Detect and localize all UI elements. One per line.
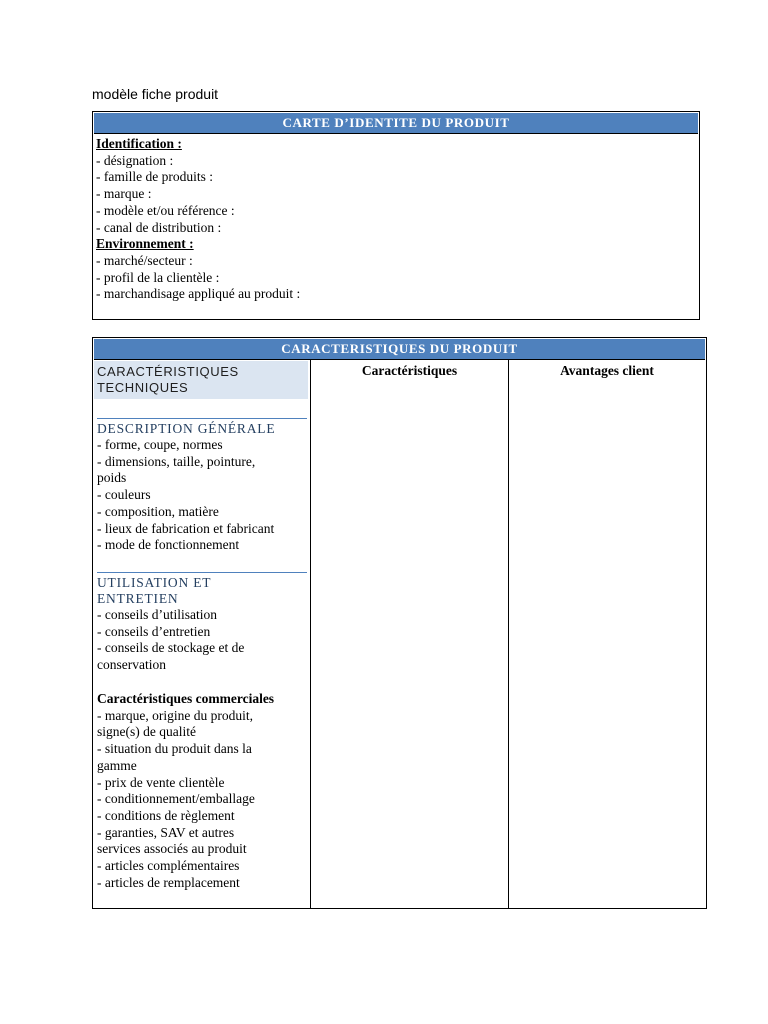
general-description-title: DESCRIPTION GÉNÉRALE (97, 421, 276, 436)
identity-card-header: CARTE D’IDENTITE DU PRODUIT (94, 113, 698, 134)
identification-heading: Identification : (96, 136, 182, 151)
technical-characteristics-title: CARACTÉRISTIQUES TECHNIQUES (97, 364, 239, 395)
list-item: - conseils de stockage et de (97, 640, 245, 656)
identification-model-reference: - modèle et/ou référence : (96, 202, 235, 218)
list-item: - composition, matière (97, 503, 219, 519)
column-divider (310, 360, 311, 908)
commercial-section (97, 691, 309, 891)
list-item: - couleurs (97, 487, 151, 503)
column-divider (508, 360, 509, 908)
list-item: poids (97, 470, 127, 486)
list-item: gamme (97, 757, 137, 773)
usage-maintenance-rule (97, 572, 307, 573)
identification-distribution-channel: - canal de distribution : (96, 219, 222, 235)
usage-maintenance-title: ENTRETIEN (97, 591, 179, 606)
identification-brand: - marque : (96, 186, 152, 202)
environment-customer-profile: - profil de la clientèle : (96, 269, 220, 285)
list-item: - articles de remplacement (97, 874, 240, 890)
environment-market-sector: - marché/secteur : (96, 252, 193, 268)
list-item: - conseils d’utilisation (97, 607, 217, 622)
list-item: - conditionnement/emballage (97, 791, 255, 807)
list-item: services associés au produit (97, 841, 247, 857)
list-item: - mode de fonctionnement (97, 537, 240, 553)
general-description-section (97, 421, 309, 554)
list-item: - prix de vente clientèle (97, 774, 225, 790)
document-title: modèle fiche produit (92, 86, 219, 102)
usage-maintenance-section (97, 575, 309, 674)
characteristics-table (92, 337, 707, 909)
list-item: - marque, origine du produit, (97, 707, 253, 723)
list-item: signe(s) de qualité (97, 724, 196, 740)
general-description-rule (97, 418, 307, 419)
usage-maintenance-title: UTILISATION ET (97, 575, 212, 590)
column-header-characteristics: Caractéristiques (361, 363, 458, 378)
commercial-title: Caractéristiques commerciales (97, 691, 275, 706)
list-item: - situation du produit dans la (97, 741, 252, 757)
environment-heading: Environnement : (96, 236, 194, 252)
column-header-client-benefits: Avantages client (560, 363, 654, 378)
list-item: - articles complémentaires (97, 858, 240, 874)
list-item: - garanties, SAV et autres (97, 824, 235, 840)
characteristics-header: CARACTERISTIQUES DU PRODUIT (94, 339, 705, 360)
list-item: - dimensions, taille, pointure, (97, 453, 256, 469)
list-item: - lieux de fabrication et fabricant (97, 520, 275, 536)
identity-card-table (92, 111, 700, 320)
identification-product-family: - famille de produits : (96, 169, 213, 185)
list-item: - conditions de règlement (97, 807, 235, 823)
identity-card-body (96, 136, 691, 303)
list-item: conservation (97, 657, 166, 673)
identification-designation: - désignation : (96, 152, 174, 168)
environment-merchandising: - marchandisage appliqué au produit : (96, 286, 301, 302)
list-item: - forme, coupe, normes (97, 437, 223, 452)
list-item: - conseils d’entretien (97, 623, 211, 639)
